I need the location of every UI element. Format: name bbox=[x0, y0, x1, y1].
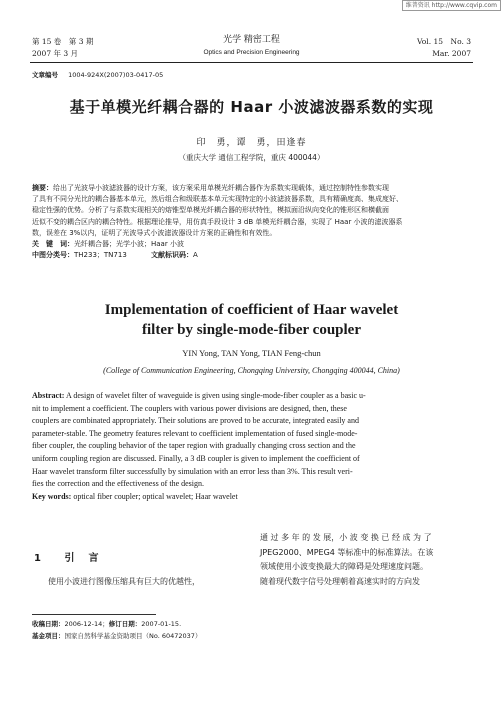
section-number: 1 bbox=[34, 553, 43, 564]
header-journal-en: Optics and Precision Engineering bbox=[203, 49, 300, 56]
abstract-en-line: couplers are combinated appropriately. Their solutions are proved to be accurate, integrated easily and bbox=[32, 416, 359, 426]
abstract-en-line: Haar wavelet transform filter successfully by simulation with an error less than 3%. This result veri- bbox=[32, 466, 353, 476]
title-cn: 基于单模光纤耦合器的 Haar 小波滤波器系数的实现 bbox=[69, 98, 434, 116]
body-right-column bbox=[260, 531, 472, 589]
abstract-cn-line: 稳定性强的优势。分析了与系数实现相关的熔锥型单模光纤耦合器的形状特性，模拟面沿纵向变化的锥形区和横截面 bbox=[32, 206, 389, 215]
abstract-en bbox=[32, 390, 472, 503]
keywords-en: optical fiber coupler; optical wavelet; Haar wavelet bbox=[73, 491, 238, 501]
abstract-cn-line: 给出了光波导小波滤波器的设计方案，该方案采用单模光纤耦合器作为系数实现载体，通过控制特性参数实现 bbox=[53, 184, 389, 192]
document-code-label: 文献标识码： bbox=[151, 251, 194, 260]
classification-cn-label: 中图分类号： bbox=[32, 251, 74, 260]
header-rule bbox=[30, 62, 473, 63]
footnote-rule bbox=[32, 614, 156, 615]
abstract-cn-line: 数，误差在 3%以内，证明了光波导式小波滤波器设计方案的正确性和有效性。 bbox=[32, 228, 277, 237]
abstract-en-label: Abstract: bbox=[32, 391, 65, 400]
abstract-en-line: parameter-stable. The geometry features relevant to coefficient implementation of fused single-mode- bbox=[32, 428, 358, 438]
body-left-column bbox=[48, 575, 248, 590]
body-line: JPEG2000、MPEG4 等标准中的标准算法。在该 bbox=[260, 547, 434, 557]
keywords-cn-label: 关 键 词： bbox=[32, 240, 74, 249]
section-title: 引 言 bbox=[64, 553, 101, 564]
header-volume-en: Vol. 15 No. 3 bbox=[417, 37, 471, 46]
abstract-cn-line: 了具有不同分光比的耦合器基本单元，然后组合和级联基本单元实现特定的小波滤波器系数，具有精确度高、集成度好、 bbox=[32, 195, 403, 204]
received-date: 2006-12-14 bbox=[64, 620, 103, 628]
keywords-cn: 光纤耦合器；光学小波；Haar 小波 bbox=[74, 240, 184, 249]
header-journal-cn: 光学 精密工程 bbox=[223, 35, 280, 45]
received-label: 收稿日期： bbox=[32, 620, 65, 628]
body-line: 领域使用小波变换最大的障碍是处理速度问题。 bbox=[260, 562, 428, 571]
affiliation-cn: （重庆大学 通信工程学院，重庆 400044） bbox=[178, 153, 325, 162]
abstract-en-line: A design of wavelet filter of waveguide is given using single-mode-fiber coupler as a basic u- bbox=[66, 391, 366, 400]
revised-date: 2007-01-15 bbox=[141, 620, 180, 628]
abstract-en-line: fiber coupler, the coupling behavior of the taper region with gradually changing cross section and the bbox=[32, 441, 356, 451]
abstract-cn bbox=[32, 183, 472, 261]
header-date-cn: 2007 年 3 月 bbox=[32, 49, 79, 58]
section-heading bbox=[34, 549, 100, 564]
title-en-line: filter by single-mode-fiber coupler bbox=[142, 322, 361, 338]
document-code: A bbox=[193, 251, 198, 260]
fund-text: 国家自然科学基金资助项目（No. 60472037） bbox=[64, 632, 202, 640]
title-en bbox=[0, 300, 503, 340]
classification-cn: TH233；TN713 bbox=[74, 251, 127, 260]
article-number-value: 1004-924X(2007)03-0417-05 bbox=[68, 71, 164, 79]
body-line: 随着现代数字信号处理朝着高速实时的方向发 bbox=[260, 576, 420, 586]
fund-label: 基金项目： bbox=[32, 632, 65, 640]
revised-label: 修订日期： bbox=[108, 620, 142, 628]
abstract-cn-label: 摘要： bbox=[32, 184, 53, 192]
article-number-label: 文章编号 bbox=[32, 71, 58, 79]
title-en-line: Implementation of coefficient of Haar wavelet bbox=[104, 302, 399, 318]
authors-cn: 印 勇，谭 勇，田逢春 bbox=[196, 138, 307, 148]
body-line: 使用小波进行图像压缩具有巨大的优越性， bbox=[48, 577, 200, 586]
keywords-en-label: Key words: bbox=[32, 491, 72, 501]
header-volume-cn: 第 15 卷 第 3 期 bbox=[32, 37, 94, 46]
abstract-en-line: fies the correction and the effectiveness of the design. bbox=[32, 479, 205, 489]
abstract-en-line: nit to implement a coefficient. The couplers with various power divisions are designed, then, these bbox=[32, 403, 347, 413]
authors-en: YIN Yong, TAN Yong, TIAN Feng-chun bbox=[182, 348, 321, 358]
article-number bbox=[32, 70, 163, 79]
affiliation-en: (College of Communication Engineering, Chongqing University, Chongqing 400044, China) bbox=[103, 366, 400, 375]
body-line: 通 过 多 年 的 发 展，小 波 变 换 已 经 成 为 了 bbox=[260, 533, 432, 542]
abstract-en-line: uniform coupling region are discussed. Finally, a 3 dB coupler is given to implement the coefficient of bbox=[32, 453, 360, 463]
footnotes: 收稿日期：2006-12-14；修订日期：2007-01-15. 基金项目：国家自然科学基金资助项目（No. 60472037） bbox=[32, 620, 202, 640]
header-date-en: Mar. 2007 bbox=[432, 49, 471, 58]
watermark: 维普资讯 http://www.cqvip.com bbox=[402, 0, 501, 11]
abstract-cn-line: 近似不变的耦合区内的耦合特性。根据理论推导，用仿真手段设计 3 dB 单模光纤耦合器，实现了 Haar 小波的滤波器系 bbox=[32, 217, 403, 226]
